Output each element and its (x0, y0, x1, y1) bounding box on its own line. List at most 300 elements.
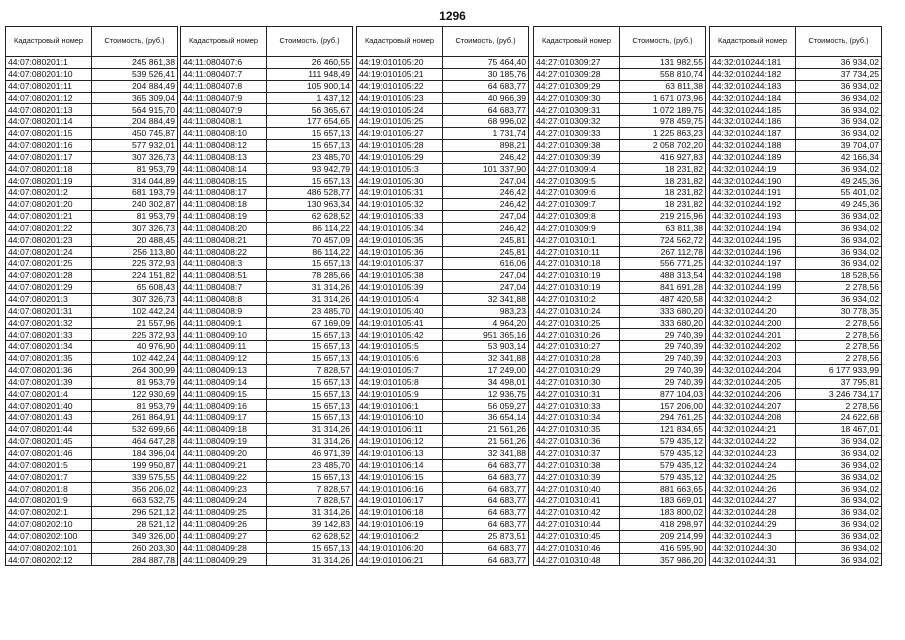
cadastral-number-cell: 44:11:080409:21 (181, 459, 267, 471)
cost-cell: 23 485,70 (267, 151, 353, 163)
table-row (357, 210, 529, 222)
cost-cell: 314 044,89 (92, 175, 178, 187)
cadastral-number-cell: 44:11:080408:17 (181, 187, 267, 199)
cost-cell: 23 485,70 (267, 305, 353, 317)
cost-cell: 284 887,78 (92, 554, 178, 566)
table-row (181, 447, 353, 459)
cadastral-number-cell: 44:19:010105:5 (357, 341, 443, 353)
cadastral-number-cell: 44:27:010309:39 (534, 151, 620, 163)
cost-cell: 579 435,12 (620, 471, 706, 483)
table-row (181, 282, 353, 294)
cost-cell: 15 657,13 (267, 412, 353, 424)
cost-cell: 21 561,26 (443, 424, 529, 436)
header-cost: Стоимость, (руб.) (92, 27, 178, 57)
table-row (357, 104, 529, 116)
cost-cell: 102 442,24 (92, 305, 178, 317)
cost-cell: 2 278,56 (796, 317, 882, 329)
cost-cell: 1 437,12 (267, 92, 353, 104)
table-row (357, 199, 529, 211)
cost-cell: 36 934,02 (796, 210, 882, 222)
cadastral-number-cell: 44:27:010310:19 (534, 270, 620, 282)
cadastre-table-4 (533, 26, 706, 566)
table-row (6, 175, 178, 187)
table-row (181, 222, 353, 234)
cadastral-number-cell: 44:19:010105:36 (357, 246, 443, 258)
cadastral-number-cell: 44:07:080201:1 (6, 57, 92, 69)
table-row (6, 305, 178, 317)
cadastral-number-cell: 44:19:010105:25 (357, 116, 443, 128)
cadastral-number-cell: 44:19:010106:20 (357, 542, 443, 554)
cadastral-number-cell: 44:11:080408:9 (181, 305, 267, 317)
cadastral-number-cell: 44:11:080409:10 (181, 329, 267, 341)
cost-cell: 36 934,02 (796, 447, 882, 459)
table-row (6, 187, 178, 199)
cost-cell: 49 245,36 (796, 199, 882, 211)
header-cadastral-number: Кадастровый номер (710, 27, 796, 57)
cadastral-number-cell: 44:32:010244:31 (710, 554, 796, 566)
cost-cell: 31 314,26 (267, 282, 353, 294)
header-cadastral-number: Кадастровый номер (181, 27, 267, 57)
cost-cell: 1 671 073,96 (620, 92, 706, 104)
table-row (357, 459, 529, 471)
cadastral-number-cell: 44:11:080409:27 (181, 530, 267, 542)
table-row (534, 175, 706, 187)
cadastral-number-cell: 44:11:080409:15 (181, 388, 267, 400)
cadastral-number-cell: 44:07:080202:100 (6, 530, 92, 542)
table-row (710, 483, 882, 495)
cost-cell: 37 795,81 (796, 376, 882, 388)
cost-cell: 39 704,07 (796, 139, 882, 151)
cadastral-number-cell: 44:27:010310:19 (534, 282, 620, 294)
cost-cell: 246,42 (443, 151, 529, 163)
table-row (710, 210, 882, 222)
table-row (534, 530, 706, 542)
cost-cell: 841 691,28 (620, 282, 706, 294)
cadastral-number-cell: 44:32:010244:193 (710, 210, 796, 222)
table-row (710, 116, 882, 128)
table-row (181, 116, 353, 128)
cadastral-number-cell: 44:07:080201:45 (6, 436, 92, 448)
cadastral-number-cell: 44:07:080202:10 (6, 518, 92, 530)
cadastral-number-cell: 44:11:080409:12 (181, 353, 267, 365)
cost-cell: 4 964,20 (443, 317, 529, 329)
cadastral-number-cell: 44:27:010309:32 (534, 116, 620, 128)
table-row (357, 128, 529, 140)
cost-cell: 539 526,41 (92, 68, 178, 80)
cadastral-number-cell: 44:27:010310:36 (534, 436, 620, 448)
table-row (6, 412, 178, 424)
table-row (181, 459, 353, 471)
cost-cell: 23 485,70 (267, 459, 353, 471)
cadastral-number-cell: 44:27:010310:29 (534, 364, 620, 376)
table-row (710, 530, 882, 542)
cost-cell: 209 214,99 (620, 530, 706, 542)
table-row (710, 388, 882, 400)
cadastral-number-cell: 44:27:010310:48 (534, 554, 620, 566)
cost-cell: 15 657,13 (267, 542, 353, 554)
cadastral-number-cell: 44:07:080201:28 (6, 270, 92, 282)
table-row (534, 163, 706, 175)
cadastral-number-cell: 44:11:080408:12 (181, 139, 267, 151)
cost-cell: 3 246 734,17 (796, 388, 882, 400)
table-row (357, 518, 529, 530)
cadastral-number-cell: 44:07:080201:33 (6, 329, 92, 341)
table-row (181, 495, 353, 507)
cadastral-number-cell: 44:19:010105:39 (357, 282, 443, 294)
table-row (357, 57, 529, 69)
table-row (534, 151, 706, 163)
table-row (6, 388, 178, 400)
table-row (357, 80, 529, 92)
table-row (181, 92, 353, 104)
cadastral-number-cell: 44:27:010310:28 (534, 353, 620, 365)
table-row (357, 258, 529, 270)
table-row (534, 139, 706, 151)
table-row (710, 341, 882, 353)
table-row (357, 222, 529, 234)
cost-cell: 64 683,77 (443, 471, 529, 483)
cost-cell: 247,04 (443, 175, 529, 187)
table-row (710, 80, 882, 92)
cadastral-number-cell: 44:07:080201:19 (6, 175, 92, 187)
table-row (534, 317, 706, 329)
table-row (534, 518, 706, 530)
cost-cell: 6 177 933,99 (796, 364, 882, 376)
cadastral-number-cell: 44:07:080201:9 (6, 495, 92, 507)
table-row (534, 80, 706, 92)
cadastral-number-cell: 44:32:010244:207 (710, 400, 796, 412)
cadastral-number-cell: 44:11:080409:25 (181, 507, 267, 519)
cost-cell: 464 647,28 (92, 436, 178, 448)
cadastral-number-cell: 44:11:080409:24 (181, 495, 267, 507)
cadastral-number-cell: 44:11:080408:18 (181, 199, 267, 211)
cost-cell: 62 628,52 (267, 530, 353, 542)
table-row (534, 507, 706, 519)
table-row (6, 139, 178, 151)
cadastral-number-cell: 44:32:010244:26 (710, 483, 796, 495)
cost-cell: 64 683,77 (443, 507, 529, 519)
cost-cell: 29 740,39 (620, 353, 706, 365)
cadastral-number-cell: 44:11:080408:3 (181, 258, 267, 270)
cadastral-number-cell: 44:27:010310:35 (534, 424, 620, 436)
table-row (181, 376, 353, 388)
cost-cell: 681 193,79 (92, 187, 178, 199)
cadastral-number-cell: 44:11:080408:10 (181, 128, 267, 140)
table-row (534, 495, 706, 507)
table-row (357, 376, 529, 388)
cost-cell: 2 278,56 (796, 341, 882, 353)
table-row (710, 424, 882, 436)
cost-cell: 15 657,13 (267, 128, 353, 140)
cadastral-number-cell: 44:19:010105:4 (357, 293, 443, 305)
table-row (357, 163, 529, 175)
cost-cell: 25 873,51 (443, 530, 529, 542)
cadastral-number-cell: 44:19:010105:24 (357, 104, 443, 116)
table-row (710, 305, 882, 317)
cost-cell: 333 680,20 (620, 317, 706, 329)
cadastral-number-cell: 44:27:010309:7 (534, 199, 620, 211)
cost-cell: 36 934,02 (796, 246, 882, 258)
cadastral-number-cell: 44:19:010105:8 (357, 376, 443, 388)
cadastral-number-cell: 44:27:010309:30 (534, 92, 620, 104)
cost-cell: 15 657,13 (267, 376, 353, 388)
table-row (6, 116, 178, 128)
table-row (710, 270, 882, 282)
cadastral-number-cell: 44:07:080201:14 (6, 116, 92, 128)
cadastral-number-cell: 44:32:010244:194 (710, 222, 796, 234)
cadastral-number-cell: 44:19:010106:12 (357, 436, 443, 448)
cadastral-number-cell: 44:27:010309:31 (534, 104, 620, 116)
cadastral-number-cell: 44:11:080408:8 (181, 293, 267, 305)
page-number: 1296 (439, 9, 466, 23)
cost-cell: 24 622,68 (796, 412, 882, 424)
cost-cell: 36 934,02 (796, 471, 882, 483)
table-row (710, 364, 882, 376)
cost-cell: 81 953,79 (92, 210, 178, 222)
cadastral-number-cell: 44:32:010244:25 (710, 471, 796, 483)
table-row (534, 104, 706, 116)
cadastral-number-cell: 44:19:010105:23 (357, 92, 443, 104)
table-row (534, 376, 706, 388)
cost-cell: 2 278,56 (796, 400, 882, 412)
cost-cell: 307 326,73 (92, 151, 178, 163)
cost-cell: 17 249,00 (443, 364, 529, 376)
cost-cell: 65 608,43 (92, 282, 178, 294)
cost-cell: 486 528,77 (267, 187, 353, 199)
cost-cell: 225 372,93 (92, 258, 178, 270)
cadastral-number-cell: 44:27:010310:45 (534, 530, 620, 542)
cadastral-number-cell: 44:11:080408:13 (181, 151, 267, 163)
cadastral-number-cell: 44:32:010244:23 (710, 447, 796, 459)
table-row (181, 163, 353, 175)
table-row (6, 447, 178, 459)
cost-cell: 121 834,65 (620, 424, 706, 436)
cost-cell: 184 396,04 (92, 447, 178, 459)
cadastral-number-cell: 44:19:010106:14 (357, 459, 443, 471)
cost-cell: 204 884,49 (92, 80, 178, 92)
cadastral-number-cell: 44:11:080409:20 (181, 447, 267, 459)
cadastral-number-cell: 44:27:010309:5 (534, 175, 620, 187)
table-row (6, 329, 178, 341)
cost-cell: 199 950,87 (92, 459, 178, 471)
table-row (710, 447, 882, 459)
cadastral-number-cell: 44:19:010105:34 (357, 222, 443, 234)
cost-cell: 101 337,90 (443, 163, 529, 175)
cost-cell: 357 986,20 (620, 554, 706, 566)
cadastral-number-cell: 44:32:010244:185 (710, 104, 796, 116)
cost-cell: 488 313,54 (620, 270, 706, 282)
cost-cell: 556 771,25 (620, 258, 706, 270)
cadastre-table-2 (180, 26, 353, 566)
cadastral-number-cell: 44:07:080201:23 (6, 234, 92, 246)
cost-cell: 416 595,90 (620, 542, 706, 554)
cost-cell: 183 800,02 (620, 507, 706, 519)
cadastral-number-cell: 44:32:010244:190 (710, 175, 796, 187)
table-row (6, 436, 178, 448)
cost-cell: 247,04 (443, 282, 529, 294)
cost-cell: 15 657,13 (267, 341, 353, 353)
table-row (710, 554, 882, 566)
cost-cell: 260 203,30 (92, 542, 178, 554)
cadastral-number-cell: 44:19:010105:40 (357, 305, 443, 317)
cadastral-number-cell: 44:11:080408:22 (181, 246, 267, 258)
cost-cell: 64 683,77 (443, 104, 529, 116)
cadastral-number-cell: 44:32:010244:186 (710, 116, 796, 128)
cadastral-number-cell: 44:27:010310:38 (534, 459, 620, 471)
cadastral-number-cell: 44:07:080201:7 (6, 471, 92, 483)
table-row (181, 199, 353, 211)
table-row (710, 128, 882, 140)
cadastral-number-cell: 44:32:010244:19 (710, 163, 796, 175)
cost-cell: 36 934,02 (796, 293, 882, 305)
table-row (534, 258, 706, 270)
cost-cell: 26 460,55 (267, 57, 353, 69)
cadastral-number-cell: 44:27:010310:24 (534, 305, 620, 317)
cost-cell: 246,42 (443, 199, 529, 211)
cost-cell: 416 927,83 (620, 151, 706, 163)
table-row (710, 222, 882, 234)
table-row (181, 104, 353, 116)
table-row (534, 554, 706, 566)
cost-cell: 36 934,02 (796, 483, 882, 495)
cost-cell: 983,23 (443, 305, 529, 317)
table-row (534, 353, 706, 365)
cost-cell: 15 657,13 (267, 329, 353, 341)
cost-cell: 247,04 (443, 210, 529, 222)
cost-cell: 339 575,55 (92, 471, 178, 483)
cost-cell: 157 206,00 (620, 400, 706, 412)
cost-cell: 105 900,14 (267, 80, 353, 92)
cost-cell: 40 966,39 (443, 92, 529, 104)
cadastre-table-5 (709, 26, 882, 566)
cost-cell: 7 828,57 (267, 483, 353, 495)
cadastral-number-cell: 44:11:080409:1 (181, 317, 267, 329)
table-row (6, 234, 178, 246)
table-row (6, 341, 178, 353)
cost-cell: 18 231,82 (620, 163, 706, 175)
table-row (181, 68, 353, 80)
table-row (6, 128, 178, 140)
cost-cell: 36 934,02 (796, 507, 882, 519)
cadastre-table-3 (356, 26, 529, 566)
table-row (710, 234, 882, 246)
table-row (534, 187, 706, 199)
cadastral-number-cell: 44:27:010309:28 (534, 68, 620, 80)
cadastral-number-cell: 44:19:010105:41 (357, 317, 443, 329)
cost-cell: 32 341,88 (443, 293, 529, 305)
cadastral-number-cell: 44:19:010106:13 (357, 447, 443, 459)
cadastral-number-cell: 44:27:010310:30 (534, 376, 620, 388)
table-row (6, 246, 178, 258)
table-row (710, 92, 882, 104)
table-row (181, 554, 353, 566)
table-row (181, 246, 353, 258)
cost-cell: 40 976,90 (92, 341, 178, 353)
table-row (181, 128, 353, 140)
cost-cell: 64 683,77 (443, 518, 529, 530)
table-row (181, 293, 353, 305)
table-row (6, 282, 178, 294)
cost-cell: 245,81 (443, 234, 529, 246)
cost-cell: 1 731,74 (443, 128, 529, 140)
table-row (181, 234, 353, 246)
cadastral-number-cell: 44:27:010309:29 (534, 80, 620, 92)
cost-cell: 18 231,82 (620, 187, 706, 199)
table-row (6, 270, 178, 282)
cost-cell: 579 435,12 (620, 447, 706, 459)
cadastral-number-cell: 44:11:080407:6 (181, 57, 267, 69)
cost-cell: 36 934,02 (796, 116, 882, 128)
cadastral-number-cell: 44:27:010310:40 (534, 483, 620, 495)
cost-cell: 64 683,77 (443, 483, 529, 495)
cadastral-number-cell: 44:32:010244:205 (710, 376, 796, 388)
cadastral-number-cell: 44:19:010105:20 (357, 57, 443, 69)
header-cadastral-number: Кадастровый номер (357, 27, 443, 57)
table-row (181, 210, 353, 222)
table-row (710, 542, 882, 554)
table-row (6, 507, 178, 519)
table-row (181, 424, 353, 436)
table-row (181, 187, 353, 199)
cadastral-number-cell: 44:11:080409:11 (181, 341, 267, 353)
cadastral-number-cell: 44:27:010310:42 (534, 507, 620, 519)
table-row (6, 554, 178, 566)
cadastral-number-cell: 44:32:010244:200 (710, 317, 796, 329)
cost-cell: 564 915,70 (92, 104, 178, 116)
table-row (357, 364, 529, 376)
cadastral-number-cell: 44:32:010244:184 (710, 92, 796, 104)
cadastral-number-cell: 44:07:080201:20 (6, 199, 92, 211)
cost-cell: 63 811,38 (620, 222, 706, 234)
table-row (6, 222, 178, 234)
cadastral-number-cell: 44:27:010309:4 (534, 163, 620, 175)
cadastral-number-cell: 44:11:080408:14 (181, 163, 267, 175)
table-row (534, 471, 706, 483)
cadastral-number-cell: 44:27:010309:27 (534, 57, 620, 69)
table-row (357, 554, 529, 566)
header-row (6, 27, 178, 57)
cadastral-number-cell: 44:32:010244:183 (710, 80, 796, 92)
cost-cell: 15 657,13 (267, 471, 353, 483)
cadastral-number-cell: 44:19:010106:15 (357, 471, 443, 483)
cadastral-number-cell: 44:11:080407:8 (181, 80, 267, 92)
table-row (357, 116, 529, 128)
cadastral-number-cell: 44:07:080201:16 (6, 139, 92, 151)
table-row (6, 518, 178, 530)
cost-cell: 225 372,93 (92, 329, 178, 341)
cadastral-number-cell: 44:27:010309:9 (534, 222, 620, 234)
cost-cell: 15 657,13 (267, 400, 353, 412)
cadastral-number-cell: 44:19:010105:33 (357, 210, 443, 222)
table-row (534, 305, 706, 317)
table-row (534, 400, 706, 412)
cost-cell: 46 971,39 (267, 447, 353, 459)
table-row (357, 471, 529, 483)
cadastral-number-cell: 44:32:010244:21 (710, 424, 796, 436)
cadastral-number-cell: 44:11:080408:15 (181, 175, 267, 187)
cadastral-number-cell: 44:32:010244:201 (710, 329, 796, 341)
cadastral-number-cell: 44:11:080407:7 (181, 68, 267, 80)
table-row (6, 68, 178, 80)
cadastral-number-cell: 44:11:080409:13 (181, 364, 267, 376)
cost-cell: 64 683,77 (443, 495, 529, 507)
header-cadastral-number: Кадастровый номер (6, 27, 92, 57)
cost-cell: 53 903,14 (443, 341, 529, 353)
cadastral-number-cell: 44:11:080409:18 (181, 424, 267, 436)
cost-cell: 81 953,79 (92, 163, 178, 175)
cadastral-number-cell: 44:27:010310:31 (534, 388, 620, 400)
cadastral-number-cell: 44:07:080201:31 (6, 305, 92, 317)
